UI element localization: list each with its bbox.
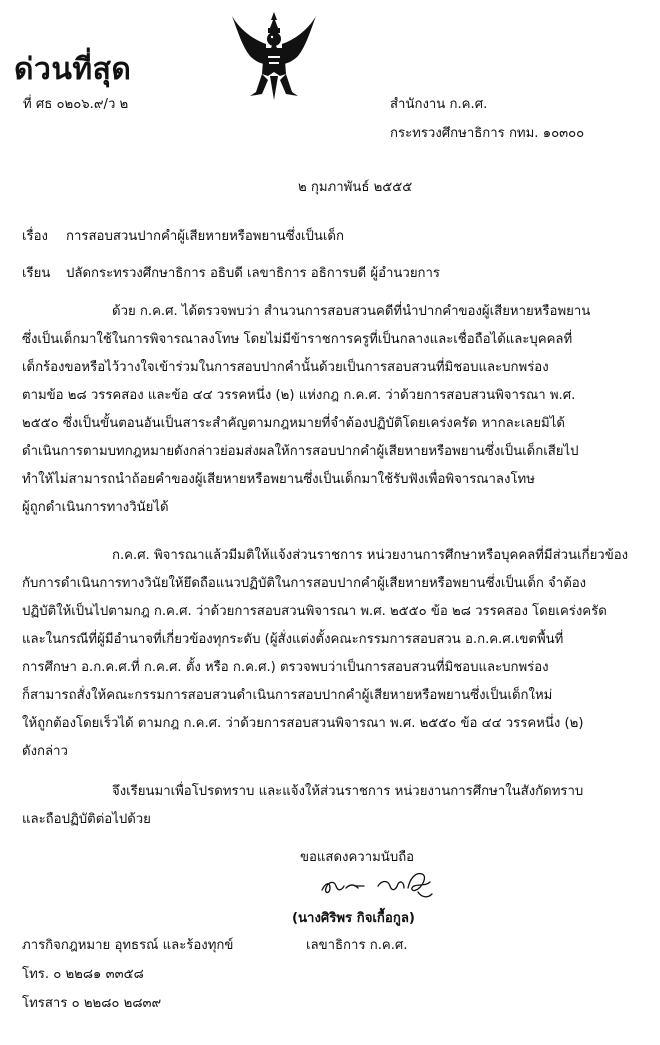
document-date: ๒ กุมภาพันธ์ ๒๕๕๕ [298, 180, 413, 195]
recipient-text: ปลัดกระทรวงศึกษาธิการ อธิบดี เลขาธิการ อธิการบดี ผู้อำนวยการ [66, 266, 441, 281]
paragraph-line: ดังกล่าว [22, 744, 68, 759]
paragraph-line: ผู้ถูกดำเนินการทางวินัยได้ [22, 500, 169, 515]
handwritten-signature-icon [318, 868, 443, 902]
department-name: ภารกิจกฎหมาย อุทธรณ์ และร้องทุกข์ [22, 938, 234, 953]
paragraph-line: ซึ่งเป็นเด็กมาใช้ในการพิจารณาลงโทษ โดยไม่มีข้าราชการครูที่เป็นกลางและเชื่อถือได้และบุคคลที่ [22, 332, 573, 347]
recipient-label: เรียน [22, 266, 51, 281]
paragraph-line: การศึกษา อ.ก.ค.ศ.ที่ ก.ค.ศ. ตั้ง หรือ ก.ค.ศ.) ตรวจพบว่าเป็นการสอบสวนที่มิชอบและบกพร่อง [22, 660, 549, 675]
signer-name: (นางศิริพร กิจเกื้อกูล) [292, 911, 415, 926]
phone-number: โทร. ๐ ๒๒๘๑ ๓๓๕๘ [22, 967, 144, 982]
paragraph-line: ก.ค.ศ. พิจารณาแล้วมีมติให้แจ้งส่วนราชการ หน่วยงานการศึกษาหรือบุคคลที่มีส่วนเกี่ยวข้อง [112, 548, 629, 563]
paragraph-line: และถือปฏิบัติต่อไปด้วย [22, 812, 151, 827]
paragraph-line: จึงเรียนมาเพื่อโปรดทราบ และแจ้งให้ส่วนราชการ หน่วยงานการศึกษาในสังกัดทราบ [112, 784, 584, 799]
paragraph-line: กับการดำเนินการทางวินัยให้ยึดถือแนวปฏิบัติในการสอบปากคำผู้เสียหายหรือพยานซึ่งเป็นเด็ก จำต้อง [22, 576, 587, 591]
paragraph-line: ปฏิบัติให้เป็นไปตามกฎ ก.ค.ศ. ว่าด้วยการสอบสวนพิจารณา พ.ศ. ๒๕๕๐ ข้อ ๒๘ วรรคสอง โดยเคร่งครัด [22, 604, 607, 619]
signer-title: เลขาธิการ ก.ค.ศ. [306, 938, 408, 953]
garuda-emblem-icon [228, 10, 320, 102]
document-number: ที่ ศธ ๐๒๐๖.๙/ว ๒ [23, 97, 129, 112]
closing-salutation: ขอแสดงความนับถือ [300, 850, 415, 865]
paragraph-line: ให้ถูกต้องโดยเร็วได้ ตามกฎ ก.ค.ศ. ว่าด้วยการสอบสวนพิจารณา พ.ศ. ๒๕๕๐ ข้อ ๔๔ วรรคหนึ่ง (๒) [22, 716, 584, 731]
paragraph-line: ก็สามารถสั่งให้คณะกรรมการสอบสวนดำเนินการสอบปากคำผู้เสียหายหรือพยานซึ่งเป็นเด็กใหม่ [22, 688, 553, 703]
urgency-stamp: ด่วนที่สุด [14, 52, 132, 87]
paragraph-line: ด้วย ก.ค.ศ. ได้ตรวจพบว่า สำนวนการสอบสวนคดีที่นำปากคำของผู้เสียหายหรือพยาน [112, 304, 591, 319]
paragraph-line: ทำให้ไม่สามารถนำถ้อยคำของผู้เสียหายหรือพยานซึ่งเป็นเด็กมาใช้รับฟังเพื่อพิจารณาลงโทษ [22, 472, 535, 487]
subject-text: การสอบสวนปากคำผู้เสียหายหรือพยานซึ่งเป็นเด็ก [66, 229, 344, 244]
fax-number: โทรสาร ๐ ๒๒๘๐ ๒๘๓๙ [22, 996, 162, 1011]
paragraph-line: และในกรณีที่ผู้มีอำนาจที่เกี่ยวข้องทุกระดับ (ผู้สั่งแต่งตั้งคณะกรรมการสอบสวน อ.ก.ค.ศ.เขตพื้นที่ [22, 632, 564, 647]
paragraph-line: ตามข้อ ๒๘ วรรคสอง และข้อ ๔๔ วรรคหนึ่ง (๒) แห่งกฎ ก.ค.ศ. ว่าด้วยการสอบสวนพิจารณา พ.ศ. [22, 388, 576, 403]
paragraph-line: ๒๕๕๐ ซึ่งเป็นขั้นตอนอันเป็นสาระสำคัญตามกฎหมายที่จำต้องปฏิบัติโดยเคร่งครัด หากละเลยมิได้ [22, 416, 565, 431]
subject-label: เรื่อง [22, 229, 48, 244]
office-name: สำนักงาน ก.ค.ศ. [390, 97, 488, 112]
office-address: กระทรวงศึกษาธิการ กทม. ๑๐๓๐๐ [390, 126, 585, 141]
paragraph-line: ดำเนินการตามบทกฎหมายดังกล่าวย่อมส่งผลให้การสอบปากคำผู้เสียหายหรือพยานซึ่งเป็นเด็กเสียไป [22, 444, 579, 459]
paragraph-line: เด็กร้องขอหรือไว้วางใจเข้าร่วมในการสอบปากคำนั้นด้วยเป็นการสอบสวนที่มิชอบและบกพร่อง [22, 360, 549, 375]
